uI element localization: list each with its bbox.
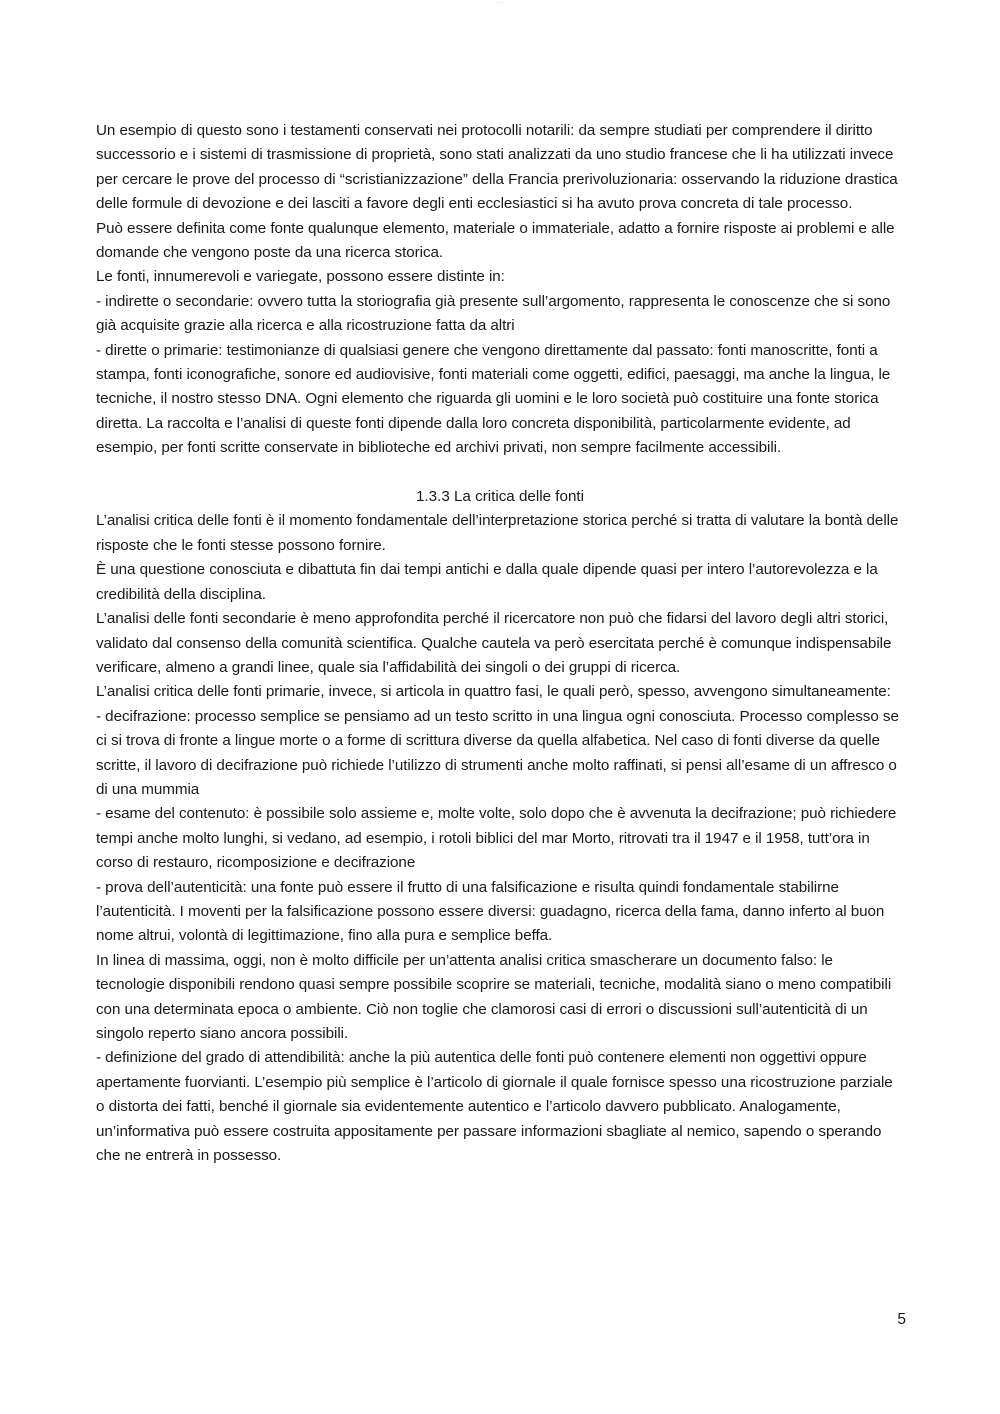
list-item-decifrazione: - decifrazione: processo semplice se pensiamo ad un testo scritto in una lingua ogni conosciuta. Processo complesso se ci si trova di fronte a lingue morte o a forme di scrittura diverse da quella alfabetica. Nel caso di fonti diverse da quelle scritte, il lavoro di decifrazione può richiede l’utilizzo di strumenti anche molto raffinati, si pensi all’esame di un affresco o di una mummia xyxy=(96,707,899,798)
paragraph-falsi-analisi: In linea di massima, oggi, non è molto difficile per un’attenta analisi critica smascherare un documento falso: le tecnologie disponibili rendono quasi sempre possibile scoprire se materiali, tecniche, modalità siano o meno compatibili con una determinata epoca o ambiente. Ciò non toglie che clamorosi casi di errori o discussioni sull’autenticità di un singolo reperto siano ancora possibili. xyxy=(96,951,892,1043)
paragraph-fonti-intro: Le fonti, innumerevoli e variegate, possono essere distinte in: xyxy=(96,268,505,286)
page-number: 5 xyxy=(897,1311,906,1328)
list-item-prova-autenticita: - prova dell’autenticità: una fonte può essere il frutto di una falsificazione e risulta quindi fondamentale stabilirne l’autenticità. I moventi per la falsificazione possono essere diversi: guadagno, ricerca della fama, danno inferto al buon nome altrui, volontà di legittimazione, fino alla pura e semplice beffa. xyxy=(96,878,885,945)
page-header-mark: — — xyxy=(496,0,504,4)
list-item-fonti-dirette: - dirette o primarie: testimonianze di qualsiasi genere che vengono direttamente dal passato: fonti manoscritte, fonti a stampa, fonti iconografiche, sonore ed audiovisive, fonti materiali come oggetti, edifici, paesaggi, ma anche la lingua, le tecniche, il nostro stesso DNA. Ogni elemento che riguarda gli uomini e le loro società può costituire una fonte storica diretta. La raccolta e l’analisi di queste fonti dipende dalla loro concreta disponibilità, particolarmente evidente, ad esempio, per fonti scritte conservate in biblioteche ed archivi privati, non sempre facilmente accessibili. xyxy=(96,341,891,457)
paragraph-questione-antica: È una questione conosciuta e dibattuta fin dai tempi antichi e dalla quale dipende quasi per intero l’autorevolezza e la credibilità della disciplina. xyxy=(96,561,878,603)
paragraph-fonti-secondarie: L’analisi delle fonti secondarie è meno approfondita perché il ricercatore non può che fidarsi del lavoro degli altri storici, validato dal consenso della comunità scientifica. Qualche cautela va però esercitata perché è comunque indispensabile verificare, almeno a grandi linee, quale sia l’affidabilità dei singoli o dei gruppi di ricerca. xyxy=(96,610,892,676)
list-item-fonti-indirette: - indirette o secondarie: ovvero tutta la storiografia già presente sull’argomento, rappresenta le conoscenze che si sono già acquisite grazie alla ricerca e alla ricostruzione fatta da altri xyxy=(96,292,891,335)
list-item-attendibilita: - definizione del grado di attendibilità: anche la più autentica delle fonti può contenere elementi non oggettivi oppure apertamente fuorvianti. L’esempio più semplice è l’articolo di giornale il quale fornisce spesso una ricostruzione parziale o distorta dei fatti, benché il giornale sia evidentemente autentico e l’articolo davvero pubblicato. Analogamente, un’informativa può essere costruita appositamente per passare informazioni sbagliate al nemico, sapendo o sperando che ne entrerà in possesso. xyxy=(96,1049,893,1165)
section-heading: 1.3.3 La critica delle fonti xyxy=(415,488,584,506)
page-body xyxy=(96,119,904,1168)
paragraph-testamenti-example: Un esempio di questo sono i testamenti conservati nei protocolli notarili: da sempre studiati per comprendere il diritto successorio e i sistemi di trasmissione di proprietà, sono stati analizzati da uno studio francese che li ha utilizzati invece per cercare le prove del processo di “scristianizzazione” della Francia prerivoluzionaria: osservando la riduzione drastica delle formule di devozione e dei lasciti a favore degli enti ecclesiastici si ha avuto prova concreta di tale processo. xyxy=(96,122,898,213)
paragraph-spacer xyxy=(96,461,904,485)
paragraph-fonte-definition: Può essere definita come fonte qualunque elemento, materiale o immateriale, adatto a fornire risposte ai problemi e alle domande che vengono poste da una ricerca storica. xyxy=(96,219,895,262)
list-item-esame-contenuto: - esame del contenuto: è possibile solo assieme e, molte volte, solo dopo che è avvenuta la decifrazione; può richiedere tempi anche molto lunghi, si vedano, ad esempio, i rotoli biblici del mar Morto, ritrovati tra il 1947 e il 1958, tutt’ora in corso di restauro, ricomposizione e decifrazione xyxy=(96,805,897,872)
paragraph-analisi-critica: L’analisi critica delle fonti è il momento fondamentale dell’interpretazione storica perché si tratta di valutare la bontà delle risposte che le fonti stesse possono fornire. xyxy=(96,512,899,554)
paragraph-fonti-primarie-fasi: L’analisi critica delle fonti primarie, invece, si articola in quattro fasi, le quali però, spesso, avvengono simultaneamente: xyxy=(96,683,891,701)
